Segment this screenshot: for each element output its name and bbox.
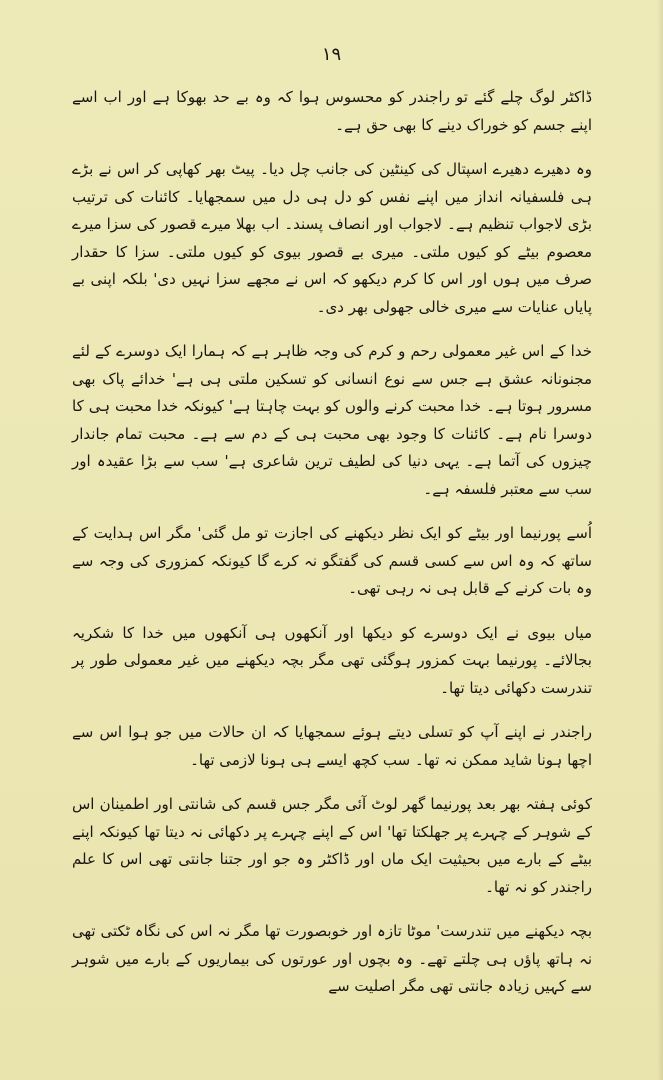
page-number: ۱۹ [321,44,342,65]
page-edge-shadow [657,0,663,1080]
paragraph-5: میاں بیوی نے ایک دوسرے کو دیکھا اور آنکھوں ہی آنکھوں میں خدا کا شکریہ بجالائے۔ پورنیما بہت کمزور ہوگئی تھی مگر بچہ دیکھنے میں غیر معمولی طور پر تندرست دکھائی دیتا تھا۔ [72,623,592,697]
paragraph-2: وہ دھیرے دھیرے اسپتال کی کینٹین کی جانب چل دیا۔ پیٹ بھر کھاپی کر اس نے بڑے ہی فلسفیانہ انداز میں اپنے نفس کو دل ہی دل میں سمجھایا۔ کائنات کی ترتیب بڑی لاجواب تنظیم ہے۔ لاجواب اور انصاف پسند۔ اب بھلا میرے قصور کی سزا میرے معصوم بیٹے کو کیوں ملتی۔ میری بے قصور بیوی کو کیوں ملتی۔ سزا کا حقدار صرف میں ہوں اور اس کا کرم دیکھو کہ اس نے مجھے سزا نہیں دی' بلکہ اپنی بے پایاں عنایات سے میری خالی جھولی بھر دی۔ [72,160,592,316]
paragraph-6: راجندر نے اپنے آپ کو تسلی دیتے ہوئے سمجھایا کہ ان حالات میں جو ہوا اس سے اچھا ہونا شاید ممکن نہ تھا۔ سب کچھ ایسے ہی ہونا لازمی تھا۔ [72,723,592,769]
paragraph-7: کوئی ہفتہ بھر بعد پورنیما گھر لوٹ آئی مگر جس قسم کی شانتی اور اطمینان اس کے شوہر کے چہرے پر جھلکتا تھا' اس کے اپنے چہرے پر دکھائی نہ دیتا تھا کیونکہ اپنے بیٹے کے بارے میں بحیثیت ایک ماں اور ڈاکٹر وہ جو اور جتنا جانتی تھی اس کا علم راجندر کو نہ تھا۔ [72,795,592,896]
paragraph-4: اُسے پورنیما اور بیٹے کو ایک نظر دیکھنے کی اجازت تو مل گئی' مگر اس ہدایت کے ساتھ کہ وہ اس سے کسی قسم کی گفتگو نہ کرے گا کیونکہ کمزوری کی وجہ سے وہ بات کرنے کے قابل ہی نہ رہی تھی۔ [72,524,592,597]
page-body-text [72,84,592,1001]
paragraph-3: خدا کے اس غیر معمولی رحم و کرم کی وجہ ظاہر ہے کہ ہمارا ایک دوسرے کے لئے مجنونانہ عشق ہے جس سے نوع انسانی کو تسکین ملتی ہی ہے' خدائے پاک بھی مسرور ہوتا ہے۔ خدا محبت کرنے والوں کو بہت چاہتا ہے' کیونکہ خدا محبت ہی کا دوسرا نام ہے۔ کائنات کا وجود بھی محبت ہی کے دم سے ہے۔ محبت تمام جاندار چیزوں کی آتما ہے۔ یہی دنیا کی لطیف ترین شاعری ہے' سب سے بڑا عقیدہ اور سب سے معتبر فلسفہ ہے۔ [72,342,592,498]
paragraph-8: بچہ دیکھنے میں تندرست' موٹا تازہ اور خوبصورت تھا مگر نہ اس کی نگاہ ٹکتی تھی نہ ہاتھ پاؤں ہی چلتے تھے۔ وہ بچوں اور عورتوں کی بیماریوں کے بارے میں شوہر سے کہیں زیادہ جانتی تھی مگر اصلیت سے [72,922,592,995]
paragraph-1: ڈاکٹر لوگ چلے گئے تو راجندر کو محسوس ہوا کہ وہ بے حد بھوکا ہے اور اب اسے اپنے جسم کو خوراک دینے کا بھی حق ہے۔ [72,88,592,134]
